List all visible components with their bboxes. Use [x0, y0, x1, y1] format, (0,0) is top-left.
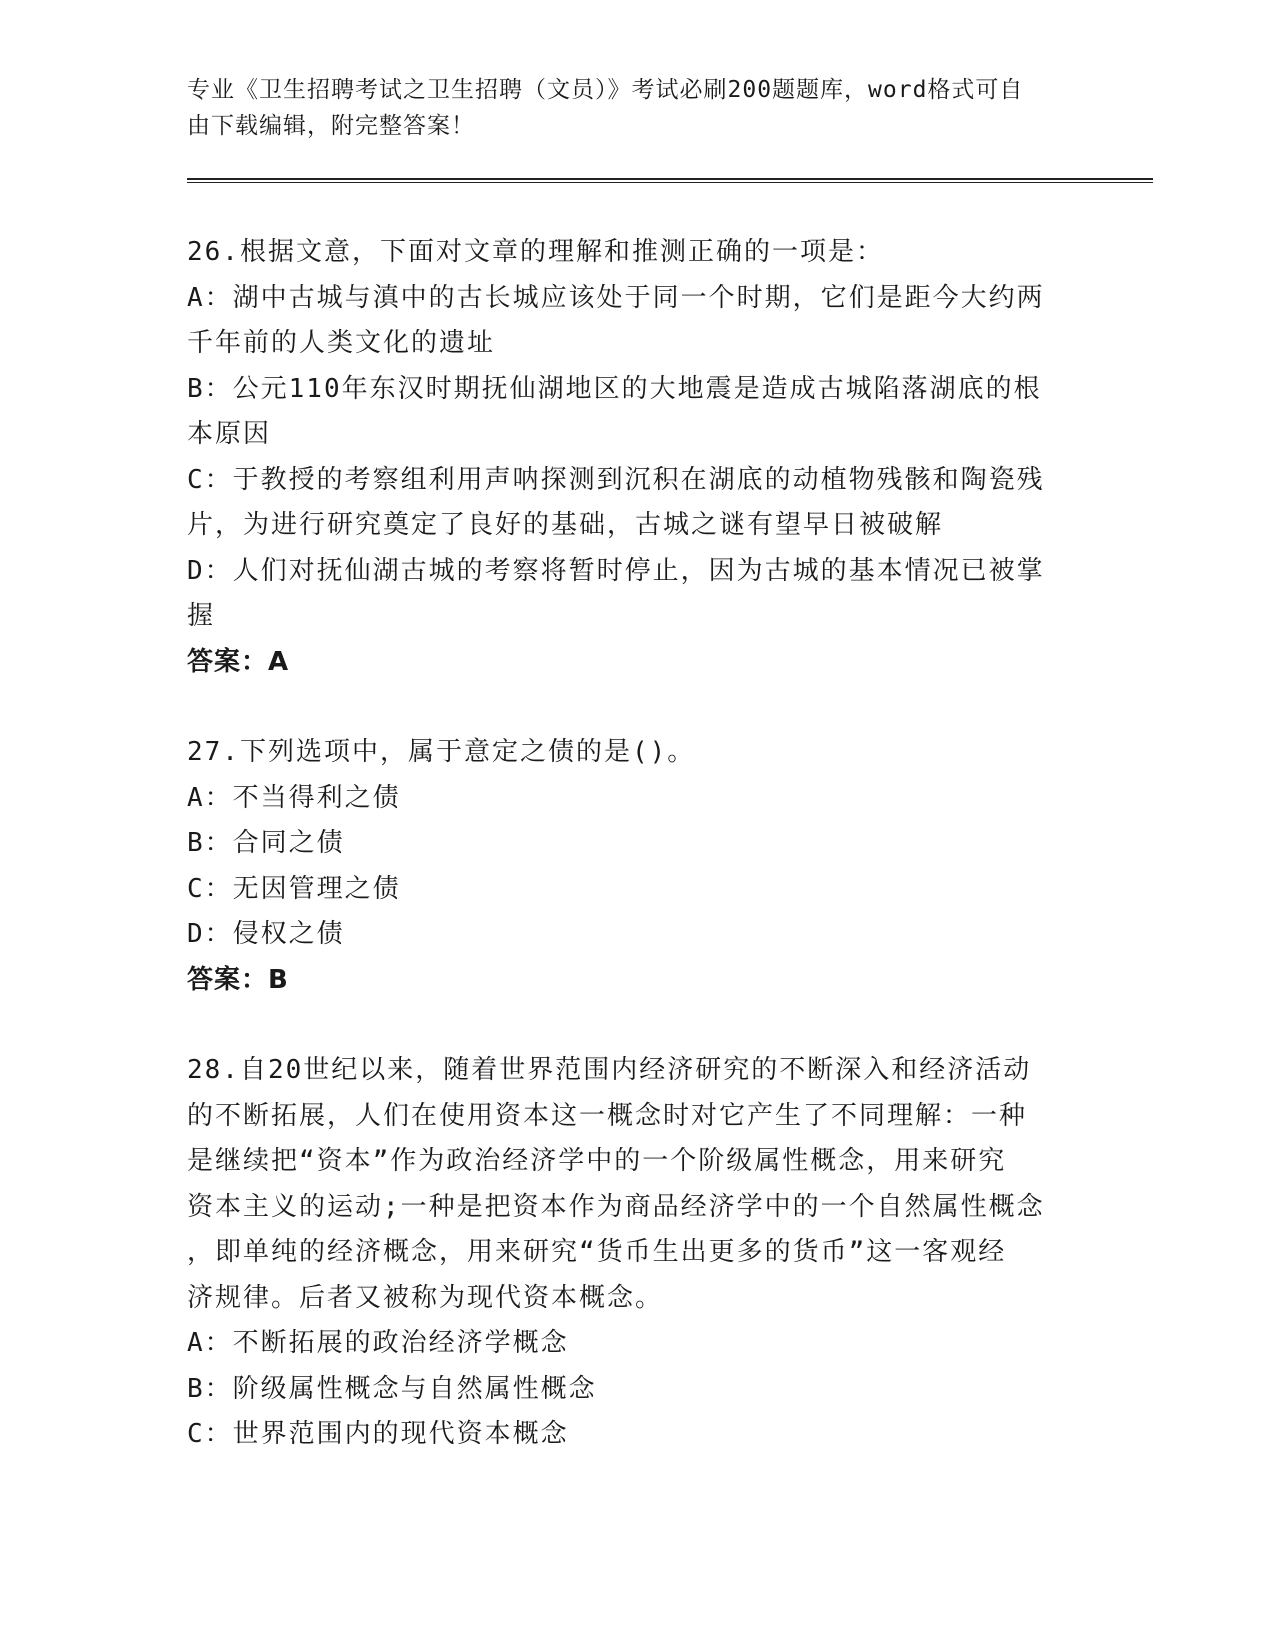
- answer: 答案：B: [187, 964, 289, 995]
- question-stem-cont: ，即单纯的经济概念，用来研究“货币生出更多的货币”这一客观经: [187, 1237, 1007, 1267]
- option-d-cont: 握: [187, 601, 216, 631]
- header-line-2: 由下载编辑，附完整答案！: [187, 113, 475, 139]
- option-c: C：无因管理之债: [187, 873, 401, 904]
- question-stem-cont: 资本主义的运动;一种是把资本作为商品经济学中的一个自然属性概念: [187, 1191, 1045, 1222]
- document-header: [187, 72, 1067, 144]
- option-d: D：人们对抚仙湖古城的考察将暂时停止，因为古城的基本情况已被掌: [187, 555, 1045, 586]
- option-b: B：公元110年东汉时期抚仙湖地区的大地震是造成古城陷落湖底的根: [187, 373, 1042, 404]
- question-stem: 26.根据文意，下面对文章的理解和推测正确的一项是：: [187, 237, 884, 267]
- question-list: [187, 230, 1067, 1503]
- option-a: A：湖中古城与滇中的古长城应该处于同一个时期，它们是距今大约两: [187, 282, 1045, 313]
- option-c-cont: 片，为进行研究奠定了良好的基础，古城之谜有望早日被破解: [187, 510, 944, 540]
- option-b: B：阶级属性概念与自然属性概念: [187, 1373, 597, 1404]
- question-28: [187, 1048, 1067, 1458]
- question-stem-cont: 的不断拓展，人们在使用资本这一概念时对它产生了不同理解：一种: [187, 1100, 1028, 1131]
- question-stem-cont: 济规律。后者又被称为现代资本概念。: [187, 1282, 664, 1313]
- option-a: A：不当得利之债: [187, 782, 401, 813]
- option-c: C：于教授的考察组利用声呐探测到沉积在湖底的动植物残骸和陶瓷残: [187, 464, 1045, 495]
- header-line-1: 专业《卫生招聘考试之卫生招聘（文员）》考试必刷200题题库，word格式可自: [187, 77, 1024, 103]
- answer: 答案：A: [187, 646, 290, 677]
- question-stem-cont: 是继续把“资本”作为政治经济学中的一个阶级属性概念，用来研究: [187, 1146, 1007, 1176]
- option-d: D：侵权之债: [187, 919, 345, 949]
- option-b-cont: 本原因: [187, 419, 272, 449]
- question-26: [187, 230, 1067, 685]
- option-a: A：不断拓展的政治经济学概念: [187, 1328, 569, 1358]
- option-b: B：合同之债: [187, 828, 345, 858]
- option-c: C：世界范围内的现代资本概念: [187, 1419, 569, 1449]
- question-stem: 28.自20世纪以来，随着世界范围内经济研究的不断深入和经济活动: [187, 1055, 1032, 1085]
- option-a-cont: 千年前的人类文化的遗址: [187, 328, 496, 358]
- question-stem: 27.下列选项中，属于意定之债的是()。: [187, 737, 696, 767]
- question-27: [187, 730, 1067, 1003]
- header-divider-thin: [187, 182, 1153, 183]
- header-divider: [187, 178, 1153, 180]
